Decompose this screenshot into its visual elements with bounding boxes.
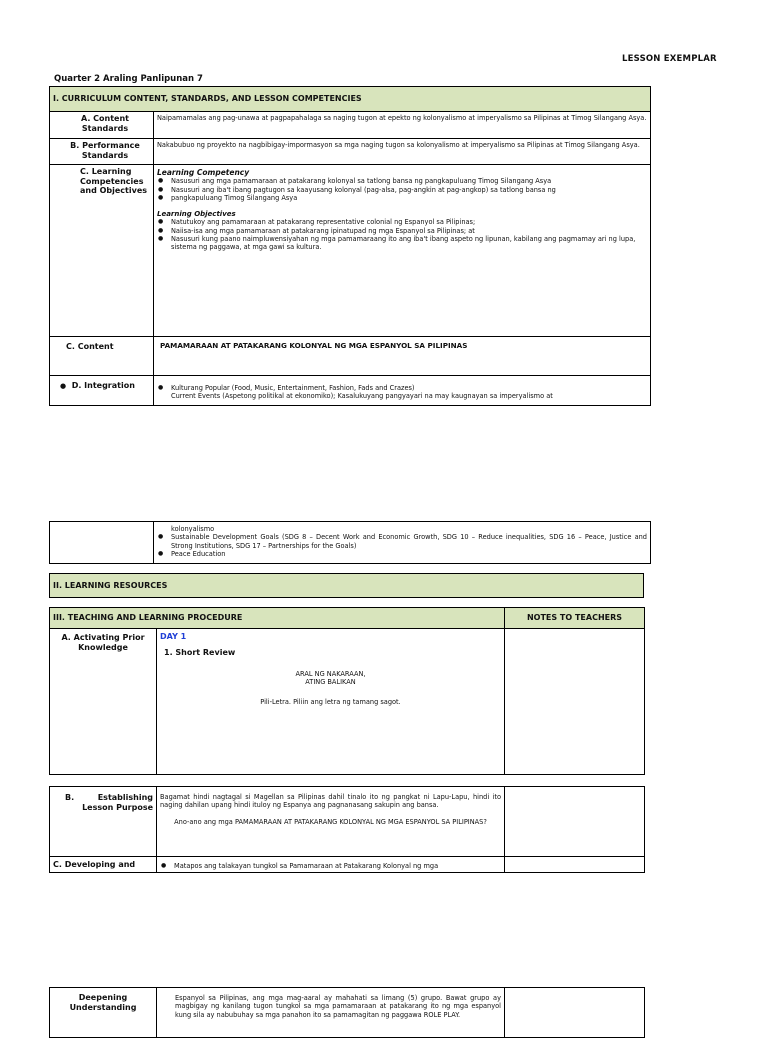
integration-cell — [154, 376, 651, 406]
pili-letra: Pili-Letra. Piliin ang letra ng tamang sagot. — [260, 698, 401, 707]
developing-label: C. Developing and — [50, 857, 157, 873]
integration-item: ● Peace Education — [171, 550, 647, 558]
content-standards-label: A. Content Standards — [50, 112, 154, 139]
objectives-list — [157, 218, 647, 251]
competency-heading: Learning Competency — [157, 168, 250, 177]
notes-cell — [505, 629, 645, 775]
establishing-label-c: Lesson Purpose — [82, 802, 153, 812]
establishing-label-row — [53, 793, 153, 803]
procedure-table-b — [49, 786, 645, 873]
integration-continuation-table — [49, 521, 651, 564]
content-standards-text: Naipamamalas ang pag-unawa at pagpapahalaga sa naging tugon at epekto ng kolonyalismo at imperyalismo sa Pilipinas at Timog Silangang Asya. — [154, 112, 651, 139]
establishing-label-cell — [50, 787, 157, 857]
quarter-subject: Quarter 2 Araling Panlipunan 7 — [54, 74, 203, 84]
bullet-icon: ● — [60, 382, 67, 390]
content-text: PAMAMARAAN AT PATAKARANG KOLONYAL NG MGA ESPANYOL SA PILIPINAS — [154, 337, 651, 376]
notes-cell — [505, 787, 645, 857]
establishing-label-a: B. — [65, 793, 75, 802]
notes-cell — [505, 857, 645, 873]
aral-line-2: ATING BALIKAN — [305, 677, 356, 686]
establishing-cell — [157, 787, 505, 857]
competencies-cell — [154, 165, 651, 337]
empty-label-cell — [50, 522, 154, 564]
content-label: C. Content — [50, 337, 154, 376]
activating-cell — [157, 629, 505, 775]
integration-item: ● Sustainable Development Goals (SDG 8 – Decent Work and Economic Growth, SDG 10 – Reduce inequalities, SDG 16 – Peace, Justice and Strong Institutions, SDG 17 – Partnerships for the Goals) — [171, 533, 647, 550]
establishing-label-b: Establishing — [97, 793, 153, 802]
objective-item: ● Nasusuri kung paano naimpluwensiyahan ng mga pamamaraang ito ang iba't ibang aspeto ng lipunan, kabilang ang pagmamay ari ng lupa, sistema ng paggawa, at mga gawi sa kultura. — [171, 235, 647, 252]
developing-list — [160, 862, 501, 870]
establishing-text: Bagamat hindi nagtagal si Magellan sa Pilipinas dahil tinalo ito ng pangkat ni Lapu-Lapu, hindi ito naging dahilan upang hindi ituloy ng Espanya ang pagnanasang sakupin ang bansa. — [160, 793, 501, 810]
competencies-label: C. Learning Competencies and Objectives — [50, 165, 154, 337]
competency-item: ● Nasusuri ang iba't ibang pagtugon sa kaayusang kolonyal (pag-alsa, pag-angkin at pag-angkop) sa tatlong bansa ng — [171, 186, 647, 194]
competency-list — [157, 177, 647, 202]
integration-item: ● Current Events (Aspetong politikal at ekonomiko); Kasalukuyang pangyayari na may kaugnayan sa imperyalismo at — [171, 392, 647, 400]
developing-item: ● Matapos ang talakayan tungkol sa Pamamaraan at Patakarang Kolonyal ng mga — [174, 862, 501, 870]
competency-item: ● pangkapuluang Timog Silangang Asya — [171, 194, 647, 202]
section-ii-heading: II. LEARNING RESOURCES — [50, 574, 644, 598]
activating-label: A. Activating Prior Knowledge — [50, 629, 157, 775]
performance-standards-text: Nakabubuo ng proyekto na nagbibigay-impormasyon sa mga naging tugon sa kolonyalismo at imperyalismo sa Pilipinas at Timog Silangang Asya. — [154, 139, 651, 165]
competency-item: ● Nasusuri ang mga pamamaraan at patakarang kolonyal sa tatlong bansa ng pangkapuluang Timog Silangang Asya — [171, 177, 647, 185]
procedure-table-c — [49, 987, 645, 1038]
day-label: DAY 1 — [160, 632, 187, 641]
establishing-question: Ano-ano ang mga PAMAMARAAN AT PATAKARANG KOLONYAL NG MGA ESPANYOL SA PILIPINAS? — [174, 817, 487, 826]
curriculum-table — [49, 86, 651, 406]
learning-resources-table — [49, 573, 644, 598]
objective-item: ● Natutukoy ang pamamaraan at patakarang representative colonial ng Espanyol sa Pilipinas; — [171, 218, 647, 226]
objective-item: ● Naiisa-isa ang mga pamamaraan at patakarang ipinatupad ng mga Espanyol sa Pilipinas; at — [171, 227, 647, 235]
integration-label: D. Integration — [71, 381, 135, 390]
short-review: 1. Short Review — [164, 648, 236, 658]
objectives-heading: Learning Objectives — [157, 210, 236, 219]
integration-label-cell — [50, 376, 154, 406]
section-iii-heading: III. TEACHING AND LEARNING PROCEDURE — [50, 608, 505, 629]
section-i-heading: I. CURRICULUM CONTENT, STANDARDS, AND LESSON COMPETENCIES — [50, 87, 651, 112]
integration-list-2 — [157, 533, 647, 558]
performance-standards-label: B. Performance Standards — [50, 139, 154, 165]
integration-cont-cell — [154, 522, 651, 564]
notes-heading: NOTES TO TEACHERS — [505, 608, 645, 629]
procedure-table — [49, 607, 645, 775]
integration-cont-text: kolonyalismo — [171, 525, 215, 533]
integration-item: ● Kulturang Popular (Food, Music, Entertainment, Fashion, Fads and Crazes) — [171, 384, 647, 392]
aral-line-1: ARAL NG NAKARAAN, — [295, 669, 366, 678]
notes-cell — [505, 988, 645, 1038]
document-title: LESSON EXEMPLAR — [622, 54, 717, 64]
deepening-label: Deepening Understanding — [50, 988, 157, 1038]
integration-list — [157, 384, 647, 401]
deepening-text: Espanyol sa Pilipinas, ang mga mag-aaral ay mahahati sa limang (5) grupo. Bawat grupo ay magbigay ng kanilang tugon tungkol sa mga pamamaraan at patakarang ito ng mga espanyol kung sila ay nabubuhay sa mga panahon ito sa pamamagitan ng paggawa ROLE PLAY. — [157, 988, 505, 1038]
developing-cell — [157, 857, 505, 873]
